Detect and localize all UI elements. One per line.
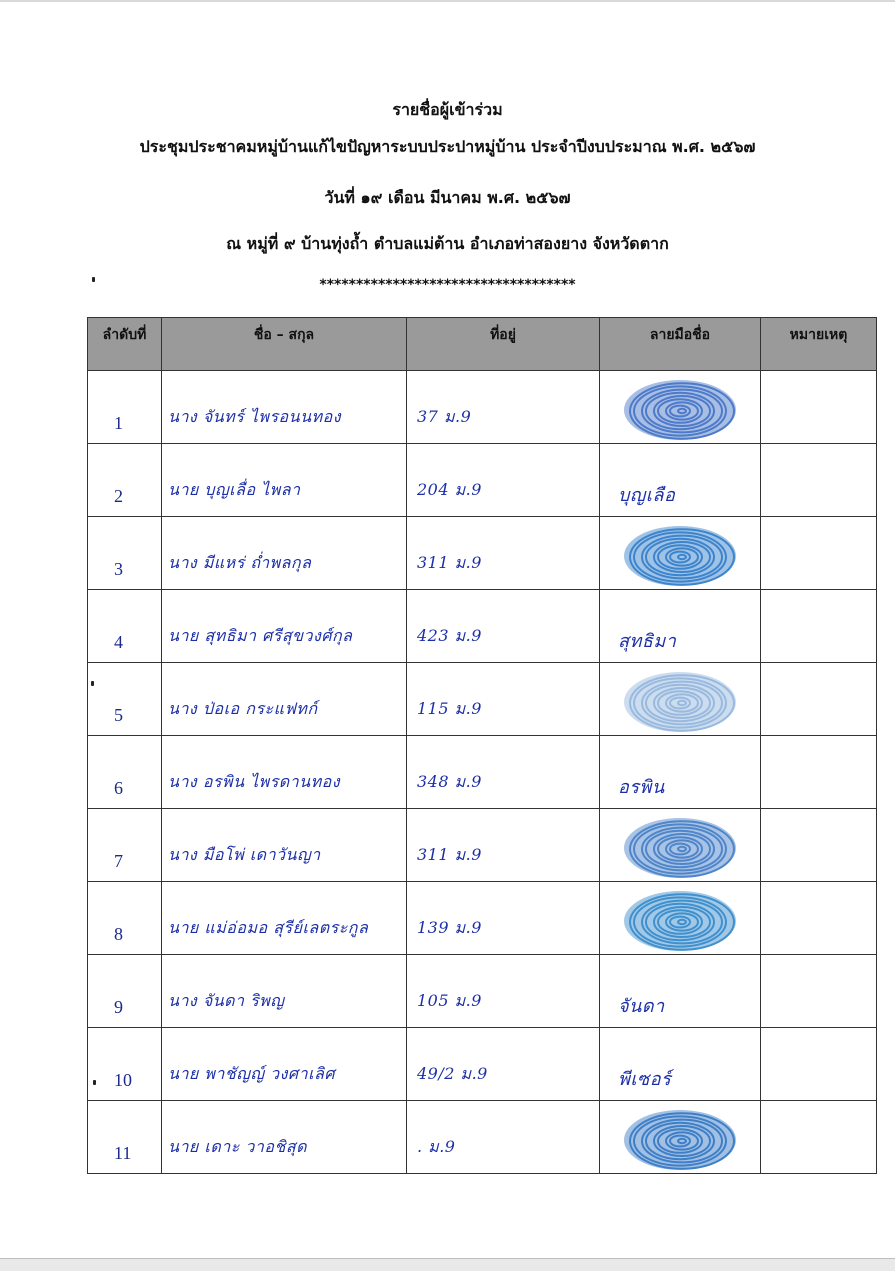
handwritten-name: นาย เดาะ วาอชิสุด <box>168 1137 307 1156</box>
cell-note <box>761 955 877 1028</box>
table-row <box>88 590 877 663</box>
cell-signature <box>600 1101 761 1174</box>
row-number: 11 <box>114 1143 132 1163</box>
cell-no <box>88 882 162 955</box>
cell-no <box>88 1028 162 1101</box>
cell-no <box>88 371 162 444</box>
cell-no <box>88 809 162 882</box>
cell-signature <box>600 371 761 444</box>
row-number: 10 <box>114 1070 132 1090</box>
handwritten-name: นาย พาชัญญ์ วงศาเลิศ <box>168 1064 335 1083</box>
cell-name <box>162 736 407 809</box>
handwritten-name: นาง อรพิน ไพรดานทอง <box>168 772 341 791</box>
cell-address <box>407 1101 600 1174</box>
handwritten-name: นาง มีแหร่ ถ่ำพลกุล <box>168 553 312 572</box>
row-number: 9 <box>114 997 123 1017</box>
fingerprint-image <box>610 886 750 956</box>
cell-signature <box>600 955 761 1028</box>
fingerprint-image <box>610 813 750 883</box>
handwritten-signature: สุทธิมา <box>618 631 677 652</box>
handwritten-signature: อรพิน <box>618 777 665 798</box>
handwritten-name: นาย บุญเลื่อ ไพลา <box>168 480 301 499</box>
cell-note <box>761 736 877 809</box>
meeting-date: วันที่ ๑๙ เดือน มีนาคม พ.ศ. ๒๕๖๗ <box>324 188 571 207</box>
row-number: 5 <box>114 705 123 725</box>
table-header-row <box>88 318 877 371</box>
fingerprint-image <box>610 667 750 737</box>
table-row <box>88 882 877 955</box>
handwritten-address: 105 ม.9 <box>417 991 482 1010</box>
fingerprint-image <box>610 375 750 445</box>
cell-address <box>407 663 600 736</box>
meeting-subtitle: ประชุมประชาคมหมู่บ้านแก้ไขปัญหาระบบประปาหมู่บ้าน ประจำปีงบประมาณ พ.ศ. ๒๕๖๗ <box>139 137 756 156</box>
handwritten-name: นาง จันดา ริพญ <box>168 991 285 1010</box>
cell-address <box>407 517 600 590</box>
cell-name <box>162 590 407 663</box>
cell-address <box>407 371 600 444</box>
handwritten-signature: จันดา <box>618 996 665 1017</box>
handwritten-address: 311 ม.9 <box>417 553 482 572</box>
cell-signature <box>600 517 761 590</box>
cell-name <box>162 955 407 1028</box>
row-number: 4 <box>114 632 123 652</box>
header-signature: ลายมือชื่อ <box>600 318 761 371</box>
cell-note <box>761 882 877 955</box>
cell-address <box>407 809 600 882</box>
cell-no <box>88 444 162 517</box>
header-name: ชื่อ – สกุล <box>162 318 407 371</box>
separator-stars: *********************************** <box>319 277 576 293</box>
cell-address <box>407 736 600 809</box>
meeting-location: ณ หมู่ที่ ๙ บ้านทุ่งถ้ำ ตำบลแม่ต้าน อำเภอท่าสองยาง จังหวัดตาก <box>226 234 669 253</box>
cell-no <box>88 590 162 663</box>
header-address: ที่อยู่ <box>407 318 600 371</box>
cell-name <box>162 444 407 517</box>
handwritten-name: นาย สุทธิมา ศรีสุขวงศ์กุล <box>168 626 353 645</box>
handwritten-address: 37 ม.9 <box>417 407 472 426</box>
header-no: ลำดับที่ <box>88 318 162 371</box>
cell-signature <box>600 736 761 809</box>
cell-note <box>761 809 877 882</box>
cell-name <box>162 882 407 955</box>
cell-address <box>407 444 600 517</box>
fingerprint-image <box>610 521 750 591</box>
cell-name <box>162 809 407 882</box>
handwritten-signature: พีเซอร์ <box>618 1069 672 1090</box>
table-row <box>88 371 877 444</box>
cell-name <box>162 1101 407 1174</box>
cell-note <box>761 444 877 517</box>
row-number: 7 <box>114 851 123 871</box>
handwritten-address: 204 ม.9 <box>417 480 482 499</box>
row-number: 8 <box>114 924 123 944</box>
attendance-table <box>87 317 877 1174</box>
cell-no <box>88 517 162 590</box>
table-body <box>88 371 877 1174</box>
cell-note <box>761 371 877 444</box>
cell-name <box>162 517 407 590</box>
table-row <box>88 663 877 736</box>
cell-signature <box>600 663 761 736</box>
cell-note <box>761 517 877 590</box>
cell-address <box>407 590 600 663</box>
cell-note <box>761 590 877 663</box>
handwritten-name: นาง มือโพ่ เดาวันญา <box>168 845 321 864</box>
table-row <box>88 444 877 517</box>
handwritten-name: นาย แม่อ่อมอ สุรีย์เลตระกูล <box>168 918 369 937</box>
handwritten-address: 115 ม.9 <box>417 699 482 718</box>
table-row <box>88 1101 877 1174</box>
cell-no <box>88 663 162 736</box>
cell-signature <box>600 444 761 517</box>
fingerprint-image <box>610 1105 750 1175</box>
scan-edge-bottom <box>0 1258 895 1271</box>
handwritten-name: นาง จันทร์ ไพรอนนทอง <box>168 407 341 426</box>
row-number: 1 <box>114 413 123 433</box>
handwritten-address: 423 ม.9 <box>417 626 482 645</box>
cell-address <box>407 1028 600 1101</box>
scan-edge-top <box>0 0 895 2</box>
table-row <box>88 517 877 590</box>
cell-signature <box>600 1028 761 1101</box>
table-row <box>88 809 877 882</box>
cell-address <box>407 882 600 955</box>
cell-no <box>88 736 162 809</box>
cell-signature <box>600 590 761 663</box>
cell-signature <box>600 809 761 882</box>
handwritten-address: 49/2 ม.9 <box>417 1064 488 1083</box>
handwritten-address: . ม.9 <box>417 1137 456 1156</box>
row-number: 3 <box>114 559 123 579</box>
document-title: รายชื่อผู้เข้าร่วม <box>392 100 503 119</box>
cell-name <box>162 1028 407 1101</box>
table-row <box>88 1028 877 1101</box>
handwritten-address: 348 ม.9 <box>417 772 482 791</box>
handwritten-signature: บุญเลือ <box>618 485 676 506</box>
handwritten-address: 311 ม.9 <box>417 845 482 864</box>
cell-signature <box>600 882 761 955</box>
cell-no <box>88 1101 162 1174</box>
handwritten-address: 139 ม.9 <box>417 918 482 937</box>
cell-no <box>88 955 162 1028</box>
table-row <box>88 955 877 1028</box>
cell-name <box>162 663 407 736</box>
cell-note <box>761 1028 877 1101</box>
cell-note <box>761 663 877 736</box>
cell-note <box>761 1101 877 1174</box>
row-number: 6 <box>114 778 123 798</box>
handwritten-name: นาง ป่อเอ กระแฟทก์ <box>168 699 318 718</box>
row-number: 2 <box>114 486 123 506</box>
cell-address <box>407 955 600 1028</box>
cell-name <box>162 371 407 444</box>
table-row <box>88 736 877 809</box>
header-note: หมายเหตุ <box>761 318 877 371</box>
